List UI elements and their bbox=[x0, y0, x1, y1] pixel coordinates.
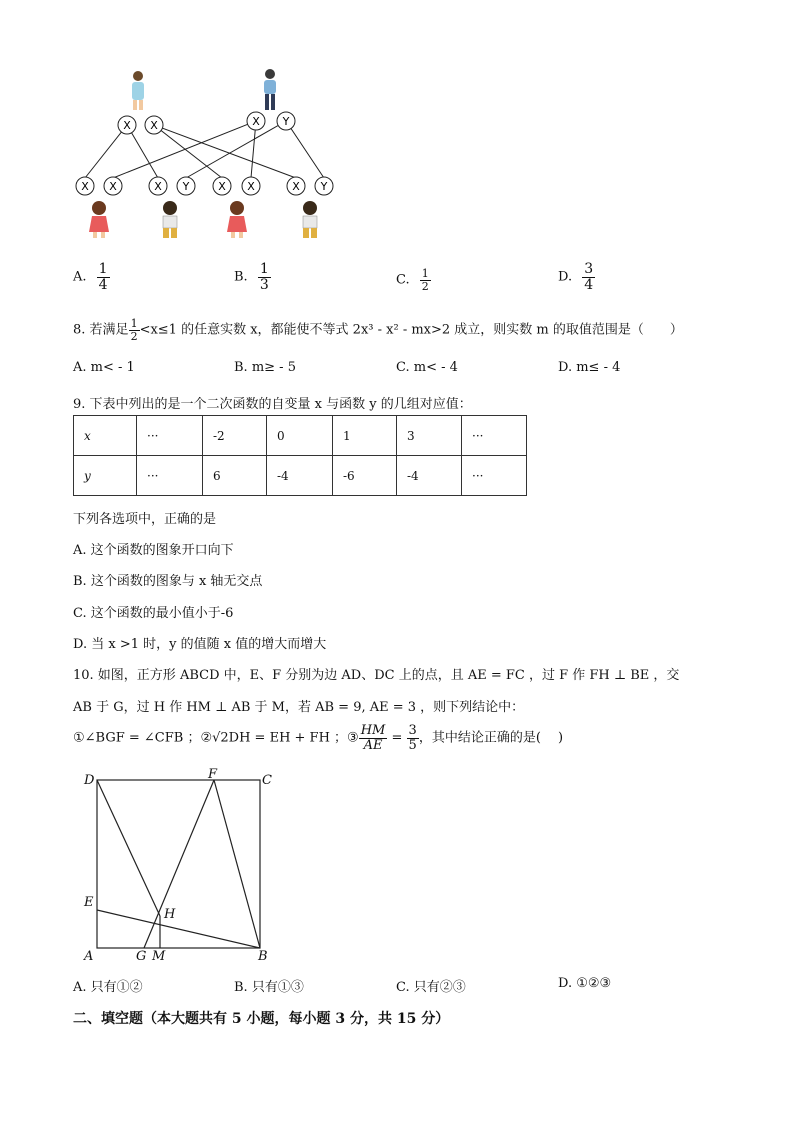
table-cell: ··· bbox=[462, 416, 527, 456]
q8-option-d[interactable]: D. m≤ - 4 bbox=[558, 360, 621, 375]
conclusions-text: ①∠BGF = ∠CFB ；②√2DH = EH + FH ；③ bbox=[73, 730, 359, 746]
table-cell: -4 bbox=[397, 456, 462, 496]
q10-option-c[interactable]: C. 只有②③ bbox=[396, 980, 466, 995]
q10-stem-line3 bbox=[73, 724, 563, 752]
father-figure bbox=[264, 69, 276, 110]
fraction-denominator: AE bbox=[363, 737, 383, 753]
segment-fb bbox=[214, 780, 260, 948]
table-cell: 3 bbox=[397, 416, 462, 456]
fraction-denominator: 4 bbox=[584, 276, 594, 293]
child-node-8: Y bbox=[320, 180, 328, 193]
table-cell: ··· bbox=[462, 456, 527, 496]
child-node-3: X bbox=[154, 180, 162, 193]
q8-text-after: <x≤1 的任意实数 x，都能使不等式 2x³ - x² - mx>2 成立，则实数 m 的取值范围是（ ） bbox=[139, 322, 683, 338]
figure-lines bbox=[97, 780, 260, 948]
table-cell: 0 bbox=[267, 416, 333, 456]
segment-fg bbox=[144, 780, 214, 948]
q10-stem-line1: 10. 如图，正方形 ABCD 中，E、F 分别为边 AD、DC 上的点，且 AE = FC ，过 F 作 FH ⊥ BE ，交 bbox=[73, 668, 680, 683]
table-cell: 6 bbox=[203, 456, 267, 496]
q9-option-d[interactable]: D. 当 x >1 时，y 的值随 x 值的增大而增大 bbox=[73, 637, 327, 652]
figure-labels bbox=[83, 768, 272, 964]
child-nodes bbox=[76, 177, 333, 195]
q10-stem-line2: AB 于 G，过 H 作 HM ⊥ AB 于 M，若 AB = 9, AE = 3 ，则下列结论中： bbox=[73, 700, 525, 715]
fraction-denominator: 3 bbox=[259, 276, 269, 293]
label-g: G bbox=[136, 949, 147, 964]
label-f: F bbox=[208, 768, 218, 782]
segment-eb bbox=[97, 910, 260, 948]
q9-option-c[interactable]: C. 这个函数的最小值小于-6 bbox=[73, 606, 234, 621]
label-d: D bbox=[84, 773, 95, 788]
fraction-numerator: 3 bbox=[584, 261, 594, 277]
fraction-numerator: 1 bbox=[421, 267, 429, 280]
child-node-4: Y bbox=[182, 180, 190, 193]
child-node-6: X bbox=[247, 180, 255, 193]
child-node-5: X bbox=[218, 180, 226, 193]
q10-option-b[interactable]: B. 只有①③ bbox=[234, 980, 304, 995]
option-label: A. bbox=[73, 269, 87, 285]
mother-node-1: X bbox=[123, 119, 131, 132]
q8-text-before: 若满足 bbox=[89, 322, 129, 338]
table-cell: -2 bbox=[203, 416, 267, 456]
label-c: C bbox=[262, 773, 272, 788]
fraction-denominator: 2 bbox=[130, 329, 138, 343]
fraction-denominator: 5 bbox=[408, 737, 417, 753]
father-node-2: Y bbox=[282, 115, 290, 128]
label-a: A bbox=[84, 949, 94, 964]
conclusions-question: ，其中结论正确的是( ) bbox=[418, 730, 564, 746]
label-b: B bbox=[258, 949, 268, 964]
child-node-1: X bbox=[81, 180, 89, 193]
father-node-1: X bbox=[252, 115, 260, 128]
question-number: 8. bbox=[73, 322, 86, 338]
table-cell: ··· bbox=[137, 456, 203, 496]
q9-option-b[interactable]: B. 这个函数的图象与 x 轴无交点 bbox=[73, 574, 263, 589]
q8-option-c[interactable]: C. m< - 4 bbox=[396, 360, 458, 375]
fraction-denominator: 4 bbox=[98, 276, 108, 293]
square-geometry-figure bbox=[80, 768, 280, 964]
table-cell: -4 bbox=[267, 456, 333, 496]
girl-figure-2 bbox=[227, 201, 247, 238]
equals-sign: = bbox=[391, 730, 403, 746]
fraction-numerator: 1 bbox=[130, 317, 138, 330]
q9-stem: 9. 下表中列出的是一个二次函数的自变量 x 与函数 y 的几组对应值： bbox=[73, 397, 472, 412]
q8-stem bbox=[73, 318, 683, 342]
girl-figure-1 bbox=[89, 201, 109, 238]
label-h: H bbox=[164, 907, 176, 922]
child-node-2: X bbox=[109, 180, 117, 193]
segment-dh bbox=[97, 780, 160, 916]
section-heading: 二、填空题（本大题共有 5 小题，每小题 3 分，共 15 分） bbox=[73, 1011, 450, 1027]
q7-option-a[interactable] bbox=[73, 262, 110, 292]
pedigree-figure bbox=[70, 66, 350, 246]
boy-figure-1 bbox=[163, 201, 177, 238]
table-row bbox=[74, 416, 527, 456]
table-cell: y bbox=[74, 456, 137, 496]
table-cell: -6 bbox=[333, 456, 397, 496]
q8-option-a[interactable]: A. m< - 1 bbox=[73, 360, 135, 375]
q8-option-b[interactable]: B. m≥ - 5 bbox=[234, 360, 296, 375]
child-cartoons bbox=[89, 201, 317, 238]
option-label: B. bbox=[234, 269, 248, 285]
mother-node-2: X bbox=[150, 119, 158, 132]
child-node-7: X bbox=[292, 180, 300, 193]
table-cell: ··· bbox=[137, 416, 203, 456]
q9-option-a[interactable]: A. 这个函数的图象开口向下 bbox=[73, 543, 234, 558]
fraction-numerator: HM bbox=[360, 723, 386, 738]
table-cell: x bbox=[74, 416, 137, 456]
option-label: C. bbox=[396, 272, 410, 288]
boy-figure-2 bbox=[303, 201, 317, 238]
label-e: E bbox=[84, 895, 94, 910]
q7-option-d[interactable] bbox=[558, 262, 595, 292]
q9-prompt: 下列各选项中，正确的是 bbox=[73, 512, 217, 527]
label-m: M bbox=[152, 949, 166, 964]
q7-option-b[interactable] bbox=[234, 262, 271, 292]
fraction-denominator: 2 bbox=[421, 279, 429, 293]
q7-option-c[interactable] bbox=[396, 268, 431, 292]
fraction-numerator: 3 bbox=[408, 723, 417, 738]
table-cell: 1 bbox=[333, 416, 397, 456]
option-label: D. bbox=[558, 269, 573, 285]
fraction-numerator: 1 bbox=[259, 261, 269, 277]
value-table bbox=[73, 415, 527, 496]
mother-figure bbox=[132, 71, 144, 110]
q10-option-a[interactable]: A. 只有①② bbox=[73, 980, 143, 995]
fraction-numerator: 1 bbox=[98, 261, 108, 277]
q10-option-d[interactable]: D. ①②③ bbox=[558, 976, 612, 991]
table-row bbox=[74, 456, 527, 496]
